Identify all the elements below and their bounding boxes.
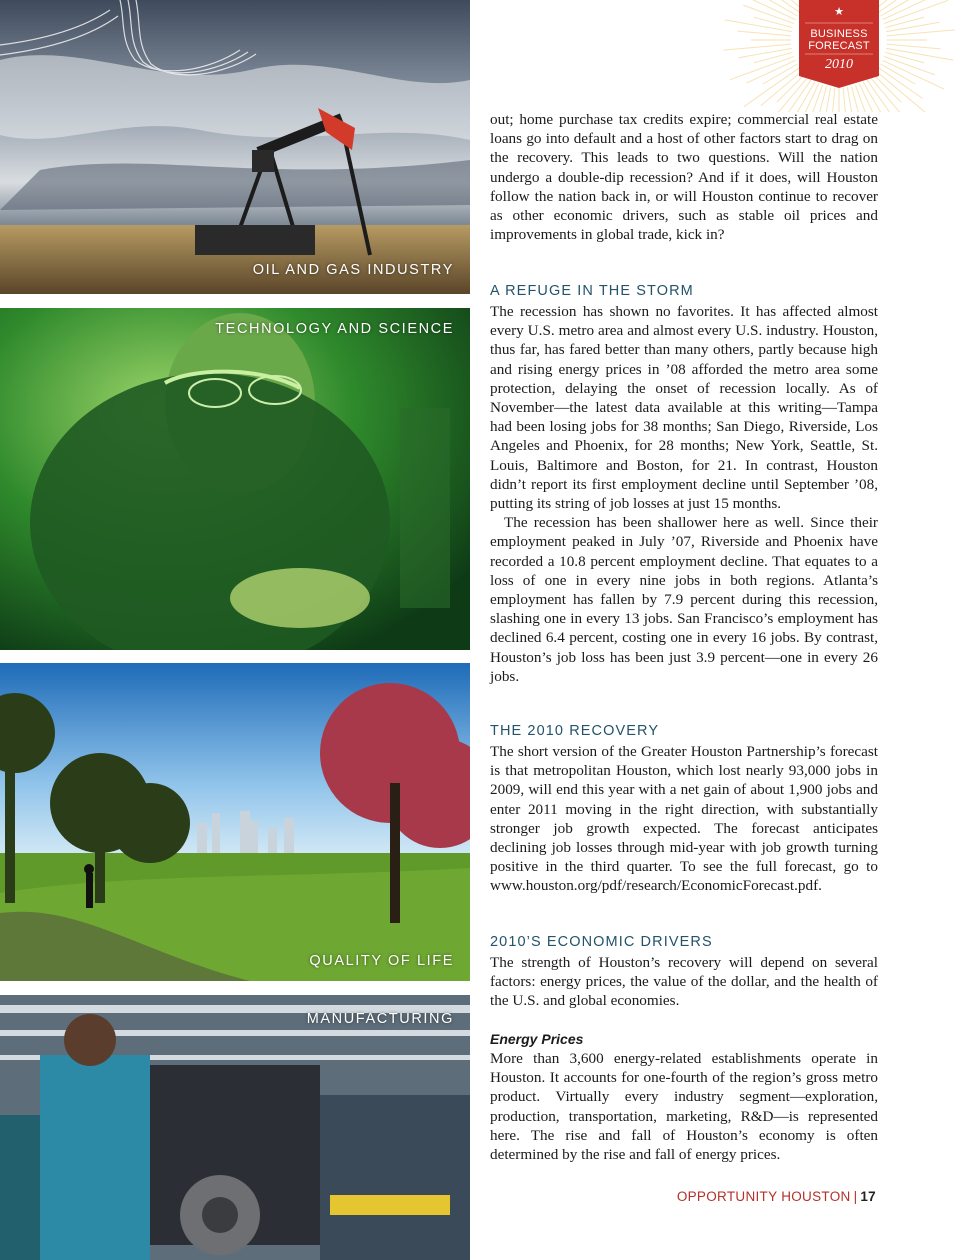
sunburst-ray xyxy=(887,30,955,36)
sunburst-ray xyxy=(723,44,791,50)
article-intro xyxy=(490,110,878,244)
paragraph: The recession has shown no favorites. It has affected almost every U.S. metro area and almost every U.S. industry. Houston, thus far, has fared better than many others, partly because high and rising energy prices in ’08 afforded the metro area some protection, delaying the onset of recession locally. As of November—the latest data available at this writing—Tampa had been losing jobs for 38 months; San Diego, Riverside, Los Angeles and Phoenix, for 28 months; New York, Seattle, St. Louis, Baltimore and Boston, for 21. In contrast, Houston didn’t report its first employment decline until September ’08, putting its string of job losses at just 15 months. xyxy=(490,303,878,513)
paragraph: The short version of the Greater Houston Partnership’s forecast is that metropolitan Houston, which lost nearly 93,000 jobs in 2009, will end this year with a net gain of about 1,900 jobs and enter 2011 moving in the right direction, with substantially stronger job growth expected. The forecast anticipates declining job losses through mid-year with job growth turning positive in the third quarter. To see the full forecast, go to www.houston.org/pdf/research/EconomicForecast.pdf. xyxy=(490,743,878,895)
sunburst-ray xyxy=(750,0,802,9)
sunburst-ray xyxy=(878,0,934,12)
badge-line-forecast: FORECAST xyxy=(808,40,870,52)
sunburst-ray xyxy=(886,22,939,31)
section-2010-recovery xyxy=(490,722,878,896)
photo-technology xyxy=(0,308,470,650)
sunburst-ray xyxy=(883,0,932,20)
badge-line-business: BUSINESS xyxy=(810,28,868,40)
section-refuge xyxy=(490,282,878,686)
park-skyline-image xyxy=(0,663,470,981)
sunburst-ray xyxy=(881,0,916,16)
publication-name: OPPORTUNITY HOUSTON xyxy=(676,1189,851,1204)
star-icon: ★ xyxy=(834,6,844,18)
assembly-line-image xyxy=(0,995,470,1260)
sunburst-ray xyxy=(737,31,791,36)
section-heading: 2010’S ECONOMIC DRIVERS xyxy=(490,934,713,950)
sunburst-ray xyxy=(725,20,792,32)
paragraph: The strength of Houston’s recovery will depend on several factors: energy prices, the value of the dollar, and the health of the U.S. and global economies. xyxy=(490,954,878,1010)
section-heading: THE 2010 RECOVERY xyxy=(490,723,660,739)
page-footer xyxy=(677,1189,876,1204)
subsection-heading: Energy Prices xyxy=(490,1031,584,1047)
photo-caption-quality-of-life: QUALITY OF LIFE xyxy=(309,953,454,969)
page-number: 17 xyxy=(860,1189,876,1204)
paragraph: More than 3,600 energy-related establishments operate in Houston. It accounts for one-fourth of the region’s gross metro product. Virtually every industry segment—exploration, production, transportation, marketing, R&D—is represented here. The rise and fall of Houston’s economy is often determined by the rise and fall of energy prices. xyxy=(490,1050,878,1164)
photo-caption-technology: TECHNOLOGY AND SCIENCE xyxy=(215,321,454,337)
sunburst-ray xyxy=(878,68,922,99)
paragraph: The recession has been shallower here as well. Since their employment peaked in July ’07, Riverside and Phoenix have recorded a 10.8 percent employment decline. That equates to a loss of one in every nine jobs in both regions. Atlanta’s employment has fallen by 7.9 percent during this recession, slashing one in every 13 jobs. San Francisco’s employment has declined 6.4 percent, costing one in every 16 jobs. By contrast, Houston’s job loss has been just 3.9 percent—one in every 26 jobs. xyxy=(490,514,878,685)
oil-pumpjack-image xyxy=(0,0,470,294)
sunburst-ray xyxy=(830,88,835,112)
footer-separator: | xyxy=(853,1189,858,1204)
photo-oil-and-gas xyxy=(0,0,470,294)
business-forecast-badge xyxy=(720,0,960,112)
photo-manufacturing xyxy=(0,995,470,1260)
subsection-energy-prices xyxy=(490,1030,878,1164)
sunburst-ray xyxy=(876,0,917,9)
sunburst-ray xyxy=(887,44,941,49)
photo-quality-of-life xyxy=(0,663,470,981)
section-economic-drivers xyxy=(490,933,878,1011)
sunburst-ray xyxy=(886,48,953,60)
section-heading: A REFUGE IN THE STORM xyxy=(490,283,694,299)
sunburst-ray xyxy=(739,48,792,57)
badge-year: 2010 xyxy=(825,57,853,72)
scientist-image xyxy=(0,308,470,650)
photo-caption-oil: OIL AND GAS INDUSTRY xyxy=(252,262,454,278)
photo-caption-manufacturing: MANUFACTURING xyxy=(306,1011,454,1027)
intro-paragraph: out; home purchase tax credits expire; commercial real estate loans go into default and a host of other factors start to drag on the recovery. This leads to two questions. Will the nation undergo a double-dip recession? And if it does, will Houston follow the nation back in, or will Houston continue to recover as other economic drivers, such as stable oil prices and improvements in global trade, kick in? xyxy=(490,111,878,244)
sunburst-ray xyxy=(876,71,928,112)
sunburst-ray xyxy=(761,71,802,106)
sunburst-ray xyxy=(763,0,798,16)
